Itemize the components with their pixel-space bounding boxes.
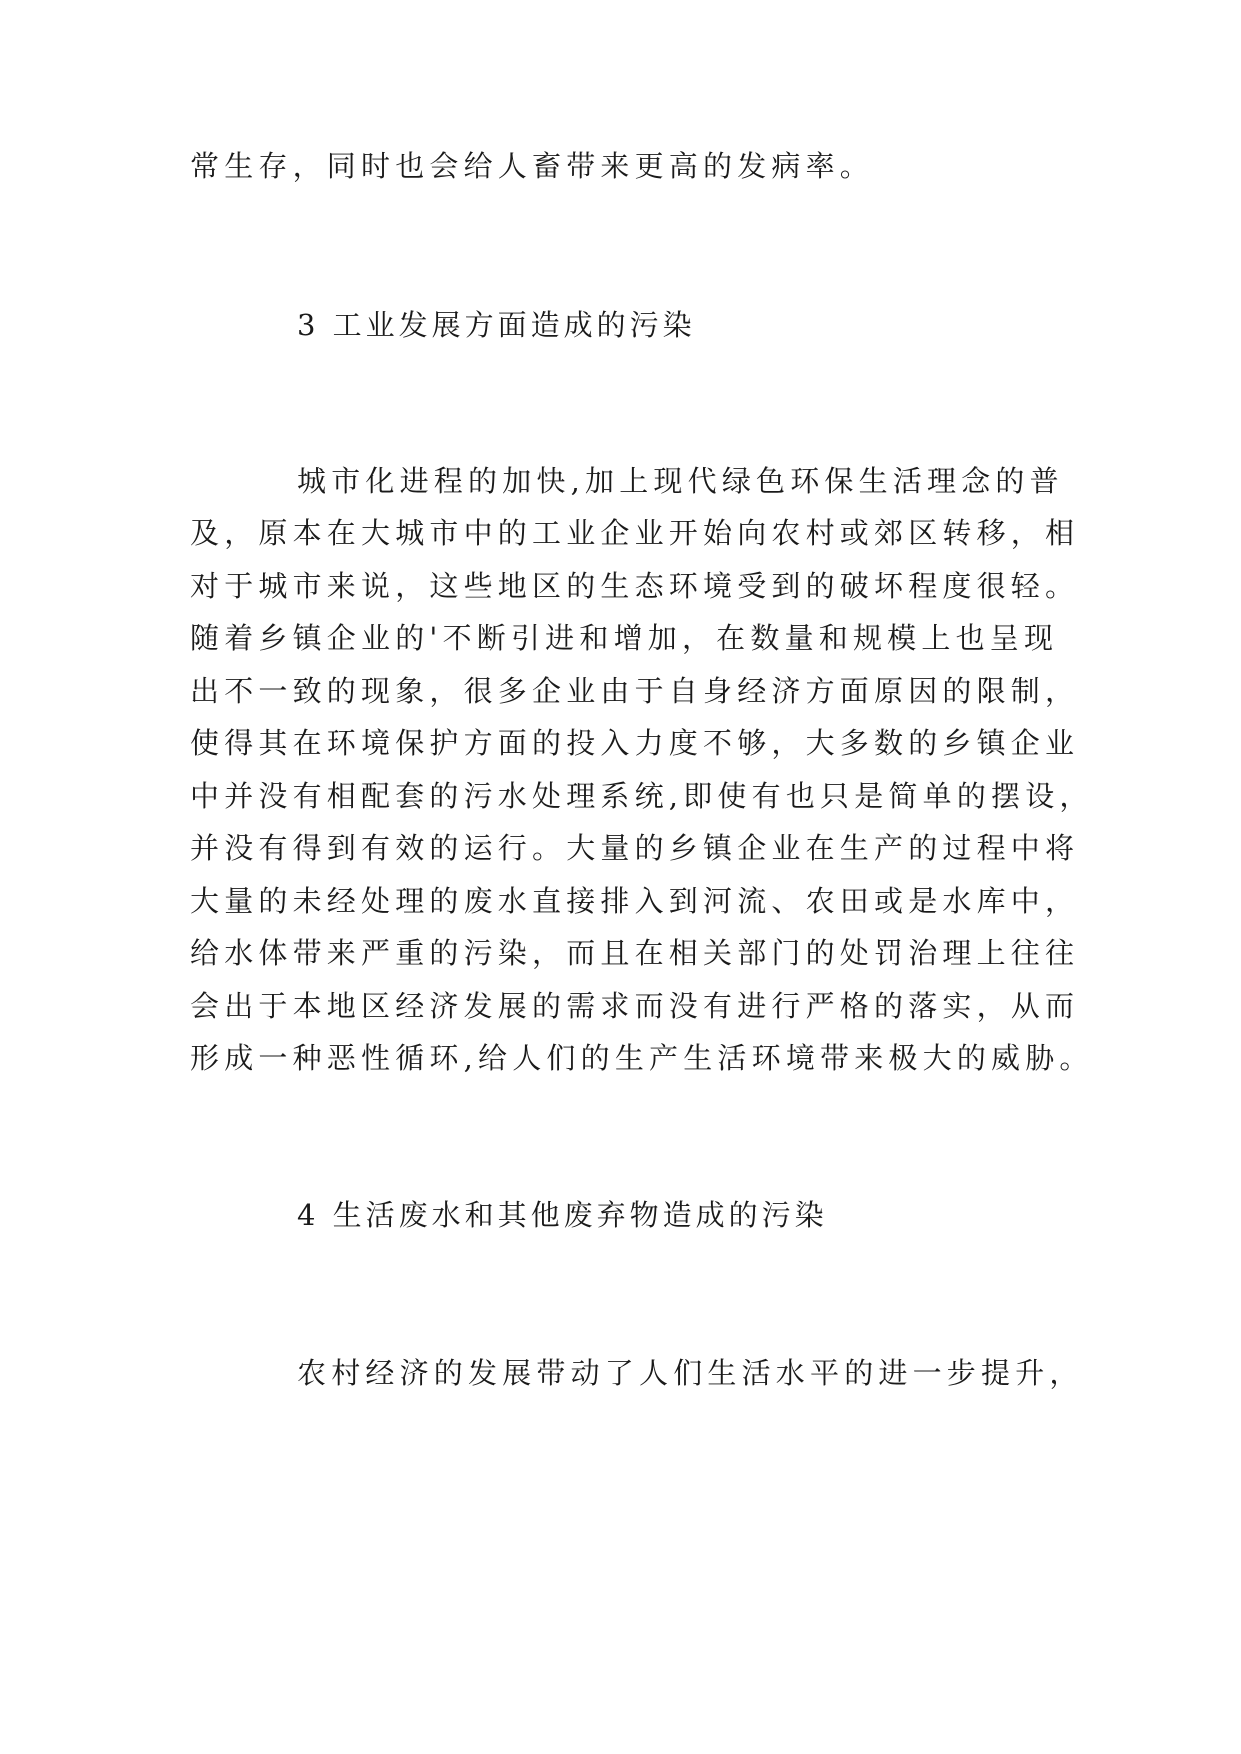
paragraph-line: 大量的未经处理的废水直接排入到河流、农田或是水库中， (190, 884, 1080, 918)
paragraph-line: 会出于本地区经济发展的需求而没有进行严格的落实，从而 (190, 989, 1080, 1023)
paragraph-fragment: 常生存，同时也会给人畜带来更高的发病率。 (190, 149, 875, 183)
section-3-heading: 3 工业发展方面造成的污染 (297, 308, 696, 342)
paragraph-line: 中并没有相配套的污水处理系统,即使有也只是简单的摆设， (190, 779, 1094, 813)
section-4-heading: 4 生活废水和其他废弃物造成的污染 (297, 1198, 828, 1232)
paragraph-line: 农村经济的发展带动了人们生活水平的进一步提升， (297, 1356, 1084, 1390)
paragraph-line: 城市化进程的加快,加上现代绿色环保生活理念的普 (297, 464, 1064, 498)
paragraph-line: 给水体带来严重的污染，而且在相关部门的处罚治理上往往 (190, 936, 1080, 970)
paragraph-line: 形成一种恶性循环,给人们的生产生活环境带来极大的威胁。 (190, 1041, 1094, 1075)
paragraph-line: 及，原本在大城市中的工业企业开始向农村或郊区转移，相 (190, 516, 1080, 550)
paragraph-line: 随着乡镇企业的'不断引进和增加，在数量和规模上也呈现 (190, 621, 1059, 655)
paragraph-line: 出不一致的现象，很多企业由于自身经济方面原因的限制， (190, 674, 1080, 708)
paragraph-line: 并没有得到有效的运行。大量的乡镇企业在生产的过程中将 (190, 831, 1080, 865)
paragraph-line: 对于城市来说，这些地区的生态环境受到的破坏程度很轻。 (190, 569, 1080, 603)
paragraph-line: 使得其在环境保护方面的投入力度不够，大多数的乡镇企业 (190, 726, 1080, 760)
